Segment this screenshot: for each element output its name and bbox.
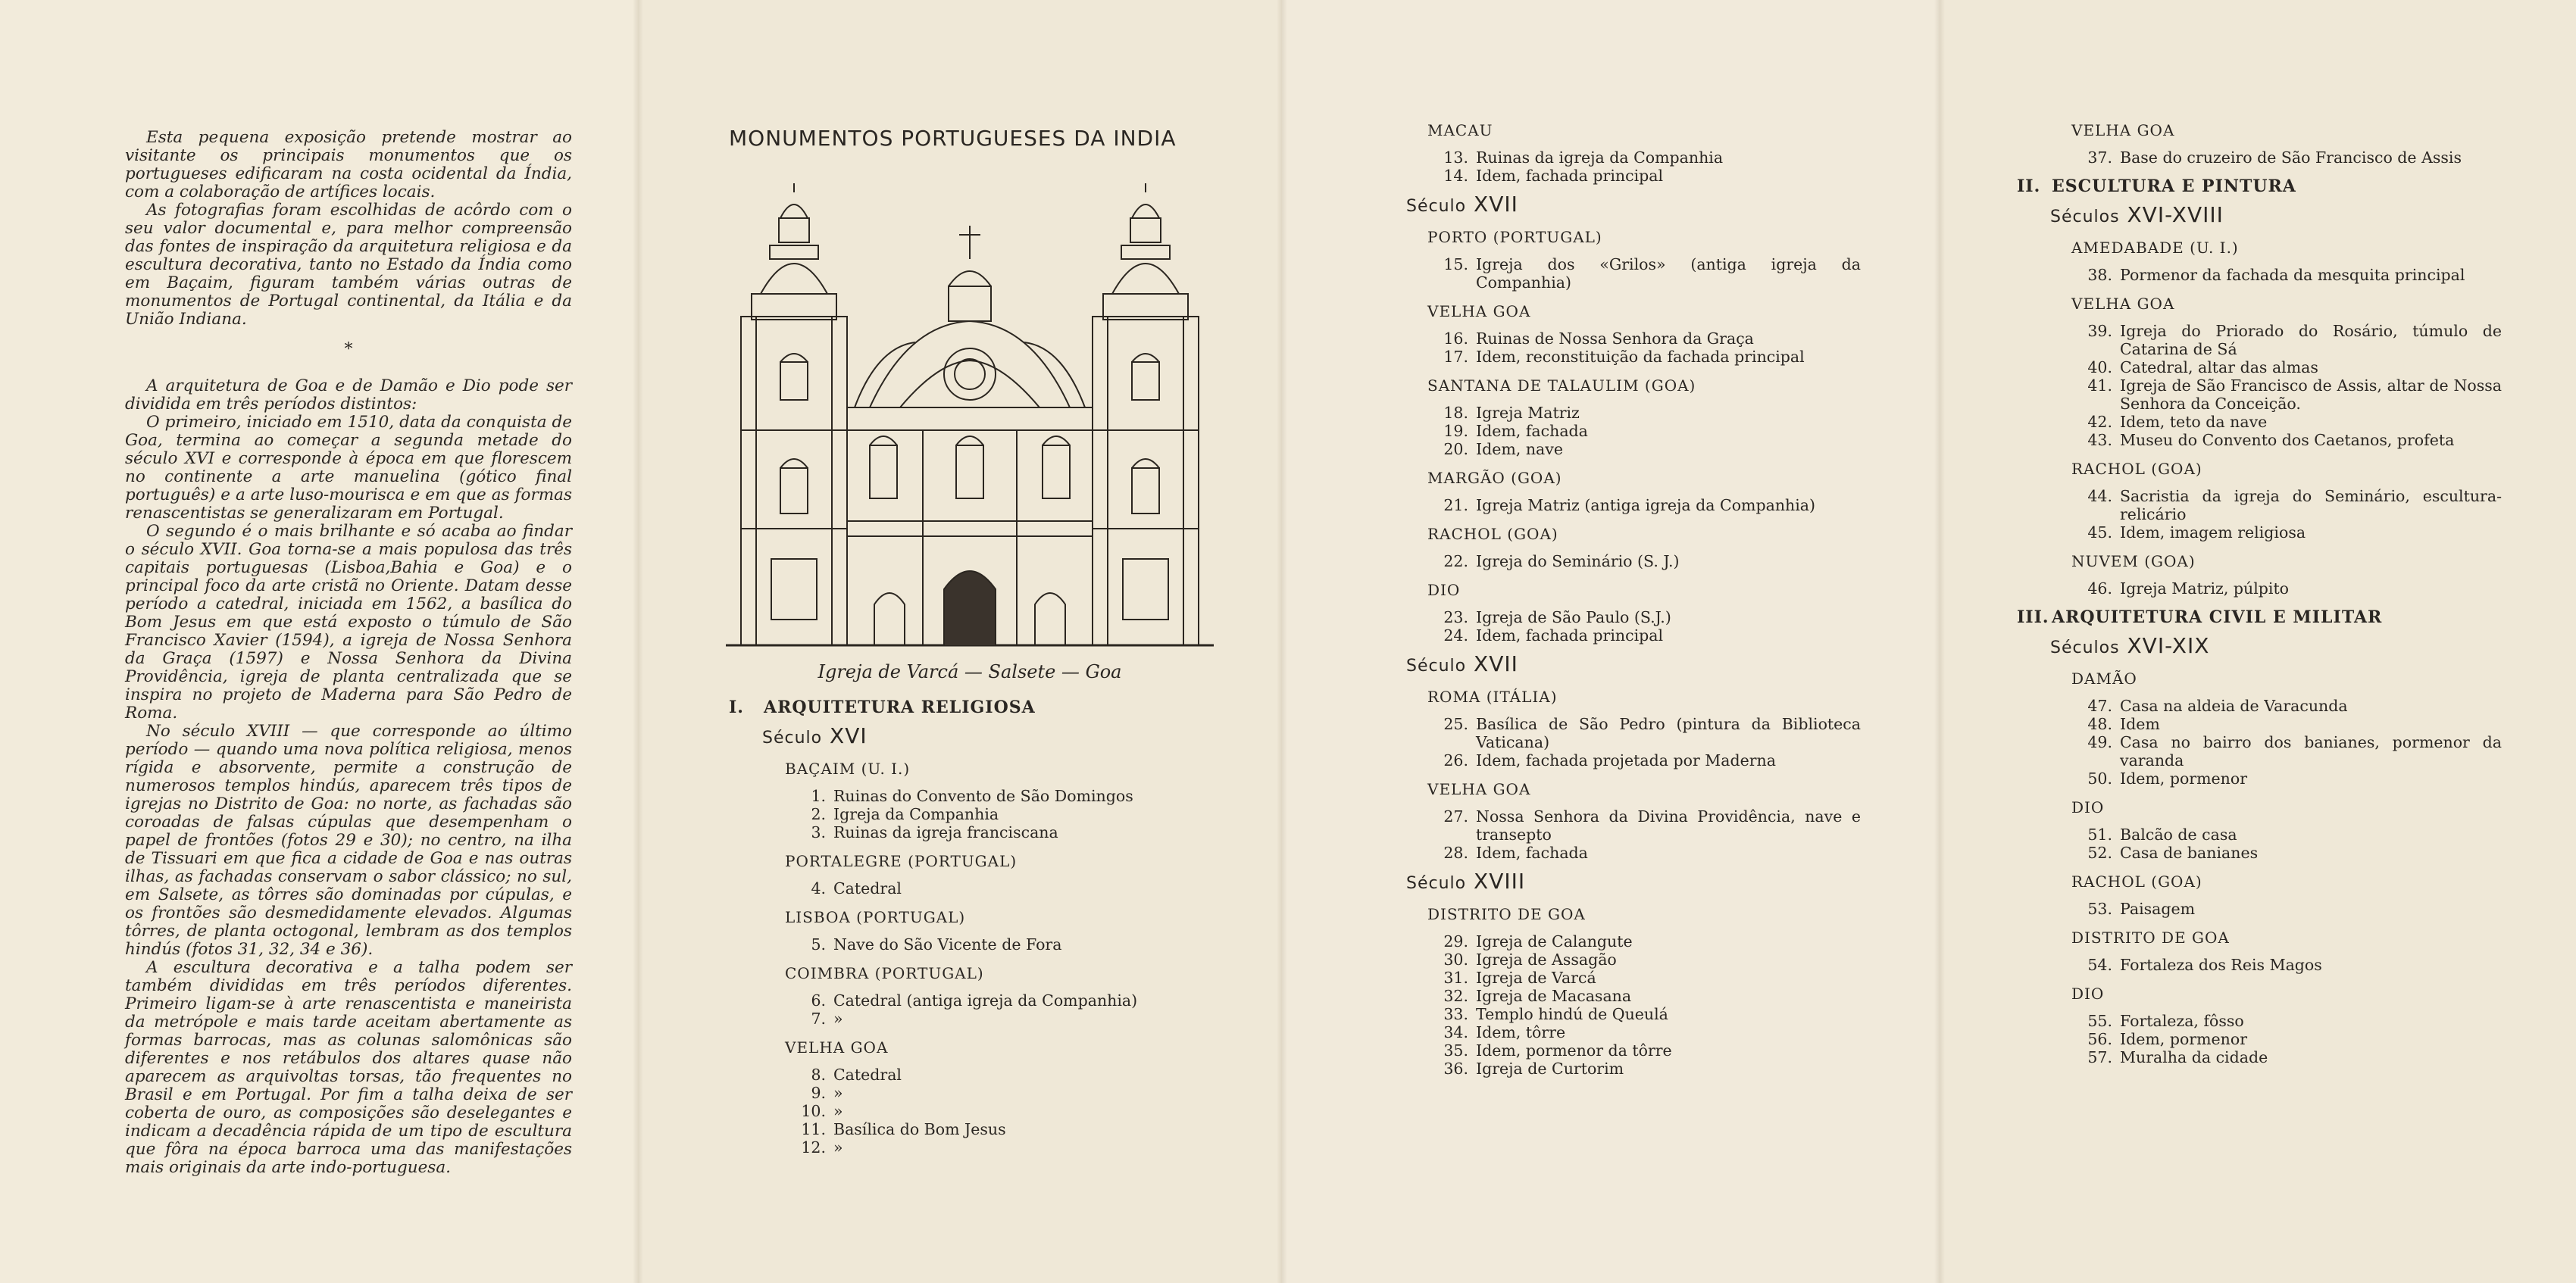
list-column-1: [729, 698, 1214, 1157]
century-heading: [2050, 202, 2502, 227]
list-item: 56. Idem, pormenor: [2087, 1030, 2248, 1048]
list-item: 18. Igreja Matriz: [1443, 404, 1580, 422]
list-item: 19. Idem, fachada: [1443, 422, 1588, 440]
list-item: 51. Balcão de casa: [2087, 826, 2237, 844]
list-item: 26. Idem, fachada projetada por Maderna: [1443, 751, 1776, 769]
century-heading: [1406, 192, 1861, 217]
intro-paragraph: O segundo é o mais brilhante e só acaba ao findar o século XVII. Goa torna-se a mais populosa das três capitais portuguesas (Lisboa,Bahia e Goa) e o principal foco da arte cristã no Oriente. Datam desse período a catedral, iniciada em 1562, a basílica do Bom Jesus em que está exposto o túmulo de São Francisco Xavier (1594), a igreja de Nossa Senhora da Graça (1597) e Nossa Senhora da Divina Providência, igreja de planta centralizada que se inspira no projeto de Maderna para São Pedro de Roma.: [125, 522, 572, 723]
fold-line: [1277, 0, 1287, 1283]
place-heading: MACAU: [1427, 121, 1493, 139]
century-heading: [1406, 869, 1861, 894]
fold-line: [633, 0, 643, 1283]
list-item: 3. Ruinas da igreja franciscana: [811, 823, 1058, 841]
list-item: 45. Idem, imagem religiosa: [2087, 523, 2306, 542]
place-heading: VELHA GOA: [1427, 780, 1531, 798]
list-item: 52. Casa de banianes: [2087, 844, 2259, 862]
section-label: ARQUITETURA RELIGIOSA: [764, 698, 1036, 717]
list-item: 39. Igreja do Priorado do Rosário, túmulo de Catarina de Sá: [2087, 322, 2502, 358]
place-heading: RACHOL (GOA): [1427, 525, 1558, 543]
list-item: 36. Igreja de Curtorim: [1443, 1060, 1624, 1078]
church-engraving: [726, 180, 1214, 650]
list-item: 2. Igreja da Companhia: [811, 805, 999, 823]
page-title: MONUMENTOS PORTUGUESES DA INDIA: [729, 126, 1177, 151]
list-item: 57. Muralha da cidade: [2087, 1048, 2268, 1066]
place-heading: DIO: [2071, 985, 2105, 1003]
century-prefix: Século: [1406, 874, 1467, 893]
place-heading: SANTANA DE TALAULIM (GOA): [1427, 376, 1696, 395]
century-number: XVI-XIX: [2127, 633, 2210, 658]
list-item: 54. Fortaleza dos Reis Magos: [2087, 956, 2322, 974]
place-heading: PORTALEGRE (PORTUGAL): [785, 852, 1018, 870]
list-item: 40. Catedral, altar das almas: [2087, 358, 2318, 376]
list-item: 27. Nossa Senhora da Divina Providência, nave e transepto: [1443, 807, 1861, 844]
place-heading: RACHOL (GOA): [2071, 873, 2202, 891]
place-heading: DISTRITO DE GOA: [2071, 929, 2230, 947]
intro-paragraph: A arquitetura de Goa e de Damão e Dio pode ser dividida em três períodos distintos:: [125, 376, 572, 414]
list-item: 41. Igreja de São Francisco de Assis, altar de Nossa Senhora da Conceição.: [2087, 376, 2502, 413]
place-heading: LISBOA (PORTUGAL): [785, 908, 966, 926]
list-column-2: [1406, 121, 1861, 1078]
century-prefix: Século: [1406, 197, 1467, 216]
intro-paragraph: O primeiro, iniciado em 1510, data da conquista de Goa, termina ao começar a segunda metade do século XVI e corresponde à época em que florescem no continente a arte manuelina (gótico final português) e a arte luso-mourisca e em que as formas renascentistas se generalizaram em Portugal.: [125, 413, 572, 523]
list-item: 21. Igreja Matriz (antiga igreja da Companhia): [1443, 496, 1816, 514]
list-item: 50. Idem, pormenor: [2087, 769, 2248, 788]
list-item: 9. »: [811, 1084, 843, 1102]
place-heading: DISTRITO DE GOA: [1427, 905, 1586, 923]
section-label: ESCULTURA E PINTURA: [2052, 176, 2296, 196]
list-item: 14. Idem, fachada principal: [1443, 167, 1664, 185]
century-prefix: Séculos: [2050, 208, 2120, 226]
section-number: III.: [2017, 607, 2049, 627]
place-heading: NUVEM (GOA): [2071, 552, 2196, 570]
century-number: XVIII: [1474, 869, 1526, 894]
place-heading: ROMA (ITÁLIA): [1427, 688, 1558, 706]
century-number: XVII: [1474, 651, 1518, 676]
section-number: I.: [729, 698, 744, 717]
list-item: 10. »: [801, 1102, 843, 1120]
star-separator: *: [344, 340, 353, 359]
section-heading: [2017, 608, 2502, 626]
century-number: XVII: [1474, 192, 1518, 217]
century-prefix: Século: [1406, 657, 1467, 676]
place-heading: VELHA GOA: [2071, 121, 2175, 139]
list-item: 29. Igreja de Calangute: [1443, 932, 1633, 951]
list-item: 43. Museu do Convento dos Caetanos, profeta: [2087, 431, 2455, 449]
list-item: 44. Sacristia da igreja do Seminário, escultura-relicário: [2087, 487, 2502, 523]
list-item: 12. »: [801, 1138, 843, 1157]
list-item: 28. Idem, fachada: [1443, 844, 1588, 862]
section-label: ARQUITETURA CIVIL E MILITAR: [2052, 607, 2383, 627]
list-item: 47. Casa na aldeia de Varacunda: [2087, 697, 2348, 715]
list-item: 22. Igreja do Seminário (S. J.): [1443, 552, 1680, 570]
place-heading: DIO: [1427, 581, 1461, 599]
list-item: 6. Catedral (antiga igreja da Companhia): [811, 991, 1138, 1010]
place-heading: AMEDABADE (U. I.): [2071, 239, 2239, 257]
list-item: 38. Pormenor da fachada da mesquita principal: [2087, 266, 2465, 284]
section-number: II.: [2017, 176, 2041, 196]
century-heading: [2050, 633, 2502, 658]
century-heading: [762, 723, 1214, 748]
list-item: 4. Catedral: [811, 879, 902, 897]
list-item: 42. Idem, teto da nave: [2087, 413, 2268, 431]
intro-paragraph: No século XVIII — que corresponde ao último período — quando uma nova política religiosa, menos rígida e absorvente, permite a construção de numerosos templos hindús, aparecem três tipos de igrejas no Distrito de Goa: no norte, as fachadas são coroadas de falsas cúpulas que desempenham o papel de frontões (fotos 29 e 30); no centro, na ilha de Tissuari em que fica a cidade de Goa e nas outras ilhas, as fachadas conservam o sabor clássico; no sul, em Salsete, as tôrres são dominadas por cúpulas, e os frontões são desmedidamente elevados. Algumas tôrres, de planta octogonal, lembram as dos templos hindús (fotos 31, 32, 34 e 36).: [125, 722, 572, 959]
list-item: 5. Nave do São Vicente de Fora: [811, 935, 1062, 954]
place-heading: PORTO (PORTUGAL): [1427, 228, 1602, 246]
place-heading: RACHOL (GOA): [2071, 460, 2202, 478]
century-heading: [1406, 651, 1861, 676]
list-item: 32. Igreja de Macasana: [1443, 987, 1632, 1005]
list-column-3: [2017, 121, 2502, 1066]
section-heading: [2017, 177, 2502, 195]
list-item: 15. Igreja dos «Grilos» (antiga igreja da Companhia): [1443, 255, 1861, 292]
list-item: 46. Igreja Matriz, púlpito: [2087, 579, 2290, 598]
figure-caption: Igreja de Varcá — Salsete — Goa: [818, 661, 1122, 682]
list-item: 53. Paisagem: [2087, 900, 2196, 918]
list-item: 33. Templo hindú de Queulá: [1443, 1005, 1668, 1023]
century-prefix: Século: [762, 729, 823, 748]
list-item: 23. Igreja de São Paulo (S.J.): [1443, 608, 1671, 626]
list-item: 7. »: [811, 1010, 843, 1028]
place-heading: DAMÃO: [2071, 670, 2137, 688]
list-item: 17. Idem, reconstituição da fachada principal: [1443, 348, 1805, 366]
list-item: 48. Idem: [2087, 715, 2160, 733]
place-heading: DIO: [2071, 798, 2105, 816]
list-item: 11. Basílica do Bom Jesus: [801, 1120, 1006, 1138]
intro-paragraph: As fotografias foram escolhidas de acôrdo com o seu valor documental e, para melhor compreensão das fontes de inspiração da arquitetura religiosa e da escultura decorativa, tanto no Estado da Índia como em Baçaim, figuram também várias outras de monumentos de Portugal continental, da Itália e da União Indiana.: [125, 201, 572, 329]
place-heading: COIMBRA (PORTUGAL): [785, 964, 984, 982]
intro-paragraph: Esta pequena exposição pretende mostrar ao visitante os principais monumentos que os portugueses edificaram na costa ocidental da Índia, com a colaboração de artífices locais.: [125, 128, 572, 201]
list-item: 35. Idem, pormenor da tôrre: [1443, 1041, 1672, 1060]
list-item: 31. Igreja de Varcá: [1443, 969, 1596, 987]
place-heading: BAÇAIM (U. I.): [785, 760, 911, 778]
list-item: 49. Casa no bairro dos banianes, pormenor da varanda: [2087, 733, 2502, 769]
century-prefix: Séculos: [2050, 638, 2120, 657]
list-item: 30. Igreja de Assagão: [1443, 951, 1617, 969]
list-item: 1. Ruinas do Convento de São Domingos: [811, 787, 1133, 805]
list-item: 16. Ruinas de Nossa Senhora da Graça: [1443, 329, 1754, 348]
intro-text: [125, 129, 572, 1177]
fold-line: [1934, 0, 1945, 1283]
list-item: 25. Basílica de São Pedro (pintura da Biblioteca Vaticana): [1443, 715, 1861, 751]
list-item: 55. Fortaleza, fôsso: [2087, 1012, 2244, 1030]
section-heading: [729, 698, 1214, 716]
century-number: XVI: [830, 723, 868, 748]
place-heading: VELHA GOA: [785, 1038, 889, 1057]
list-item: 20. Idem, nave: [1443, 440, 1563, 458]
list-item: 37. Base do cruzeiro de São Francisco de Assis: [2087, 148, 2462, 167]
list-item: 24. Idem, fachada principal: [1443, 626, 1664, 645]
century-number: XVI-XVIII: [2127, 202, 2224, 227]
place-heading: VELHA GOA: [2071, 295, 2175, 313]
place-heading: MARGÃO (GOA): [1427, 469, 1562, 487]
intro-paragraph: A escultura decorativa e a talha podem ser também divididas em três períodos diferentes. Primeiro ligam-se à arte renascentista e maneirista da metrópole e mais tarde aceitam abertamente as formas barrocas, mas as colunas salomônicas são diferentes e nos retábulos dos altares quase não aparecem as arquivoltas torsas, tão frequentes no Brasil e em Portugal. Por fim a talha deixa de ser coberta de ouro, as composições são deselegantes e indicam a decadência rápida de um tipo de escultura que fôra na época barroca uma das manifestações mais originais da arte indo-portuguesa.: [125, 958, 572, 1177]
list-item: 34. Idem, tôrre: [1443, 1023, 1566, 1041]
place-heading: VELHA GOA: [1427, 302, 1531, 320]
list-item: 8. Catedral: [811, 1066, 902, 1084]
list-item: 13. Ruinas da igreja da Companhia: [1443, 148, 1724, 167]
